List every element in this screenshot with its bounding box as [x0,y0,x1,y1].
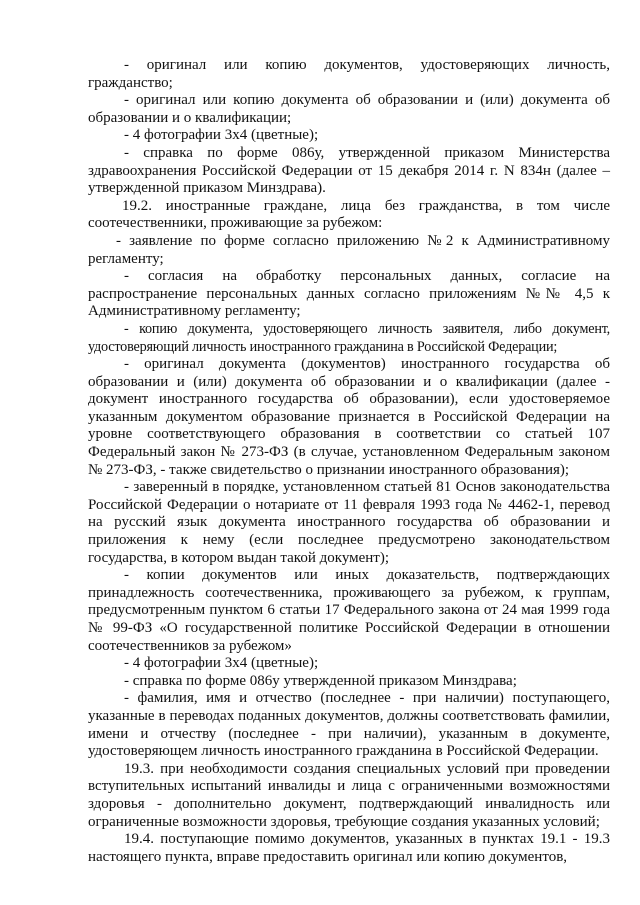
list-item-photos-foreign: - 4 фотографии 3х4 (цветные); [124,655,319,672]
list-item-name-requirements: - фамилия, имя и отчество (последнее - при наличии) поступающего, указанные в переводах поданных документов, должны соответствовать фамилии, имени и отчеству (последнее - при наличии), указанным в документе, удостоверяющем личность иностранного гражданина в Российской Федерации. [88,690,610,760]
list-item-notarized-translation: - заверенный в порядке, установленном статьей 81 Основ законодательства Российской Федерации о нотариате от 11 февраля 1993 года № 4462-1, перевод на русский язык документа иностранного государства об образовании и приложения к нему (если последнее предусмотрено законодательством государства, в котором выдан такой документ); [88,479,610,566]
section-19-3-paragraph: 19.3. при необходимости создания специальных условий при проведении вступительных испытаний инвалиды и лица с ограниченными возможностями здоровья - дополнительно документ, подтверждающий инвалидность или ограниченные возможности здоровья, требующие создания указанных условий; [88,760,610,830]
section-19-4-paragraph: 19.4. поступающие помимо документов, указанных в пунктах 19.1 - 19.3 настоящего пункта, вправе предоставить оригинал или копию документов, [88,831,610,865]
list-item-education-doc: - оригинал или копию документа об образовании и (или) документа об образовании и о квалификации; [88,92,610,126]
list-item-identity-copy: - копию документа, удостоверяющего личность заявителя, либо документ, удостоверяющий личность иностранного гражданина в Российской Федерации; [88,320,610,355]
list-item-medical-certificate-foreign: - справка по форме 086у утвержденной приказом Минздрава; [124,672,517,689]
list-item-photos: - 4 фотографии 3х4 (цветные); [124,127,319,144]
list-item-application-form: - заявление по форме согласно приложению №2 к Административному регламенту; [88,232,610,267]
section-19-2-heading: 19.2. иностранные граждане, лица без гражданства, в том числе соотечественники, проживающие за рубежом: [88,197,610,232]
list-item-identity-docs: - оригинал или копию документов, удостоверяющих личность, гражданство; [88,57,610,91]
list-item-compatriot-proof: - копии документов или иных доказательств, подтверждающих принадлежность соотечественника, проживающего за рубежом, к группам, предусмотренным пунктом 6 статьи 17 Федерального закона от 24 мая 1999 года № 99-ФЗ «О государственной политике Российской Федерации в отношении соотечественников за рубежом» [88,567,610,654]
document-page [88,57,610,866]
list-item-foreign-education-doc: - оригинал документа (документов) иностранного государства об образовании и (или) документа об образовании и о квалификации (далее - документ иностранного государства об образовании), если удостоверяемое указанным документом образование признается в Российской Федерации на уровне соответствующего образования в соответствии со статьей 107 Федеральный закон № 273-ФЗ (в случае, установленном Федеральным законом № 273-ФЗ, - также свидетельство о признании иностранного образования); [88,356,610,478]
list-item-medical-certificate: - справка по форме 086у, утвержденной приказом Министерства здравоохранения Российской Федерации от 15 декабря 2014 г. N 834н (далее – утвержденной приказом Минздрава). [88,144,610,197]
list-item-consent: - согласия на обработку персональных данных, согласие на распространение персональных данных согласно приложениям №№ 4,5 к Административному регламенту; [88,268,610,320]
